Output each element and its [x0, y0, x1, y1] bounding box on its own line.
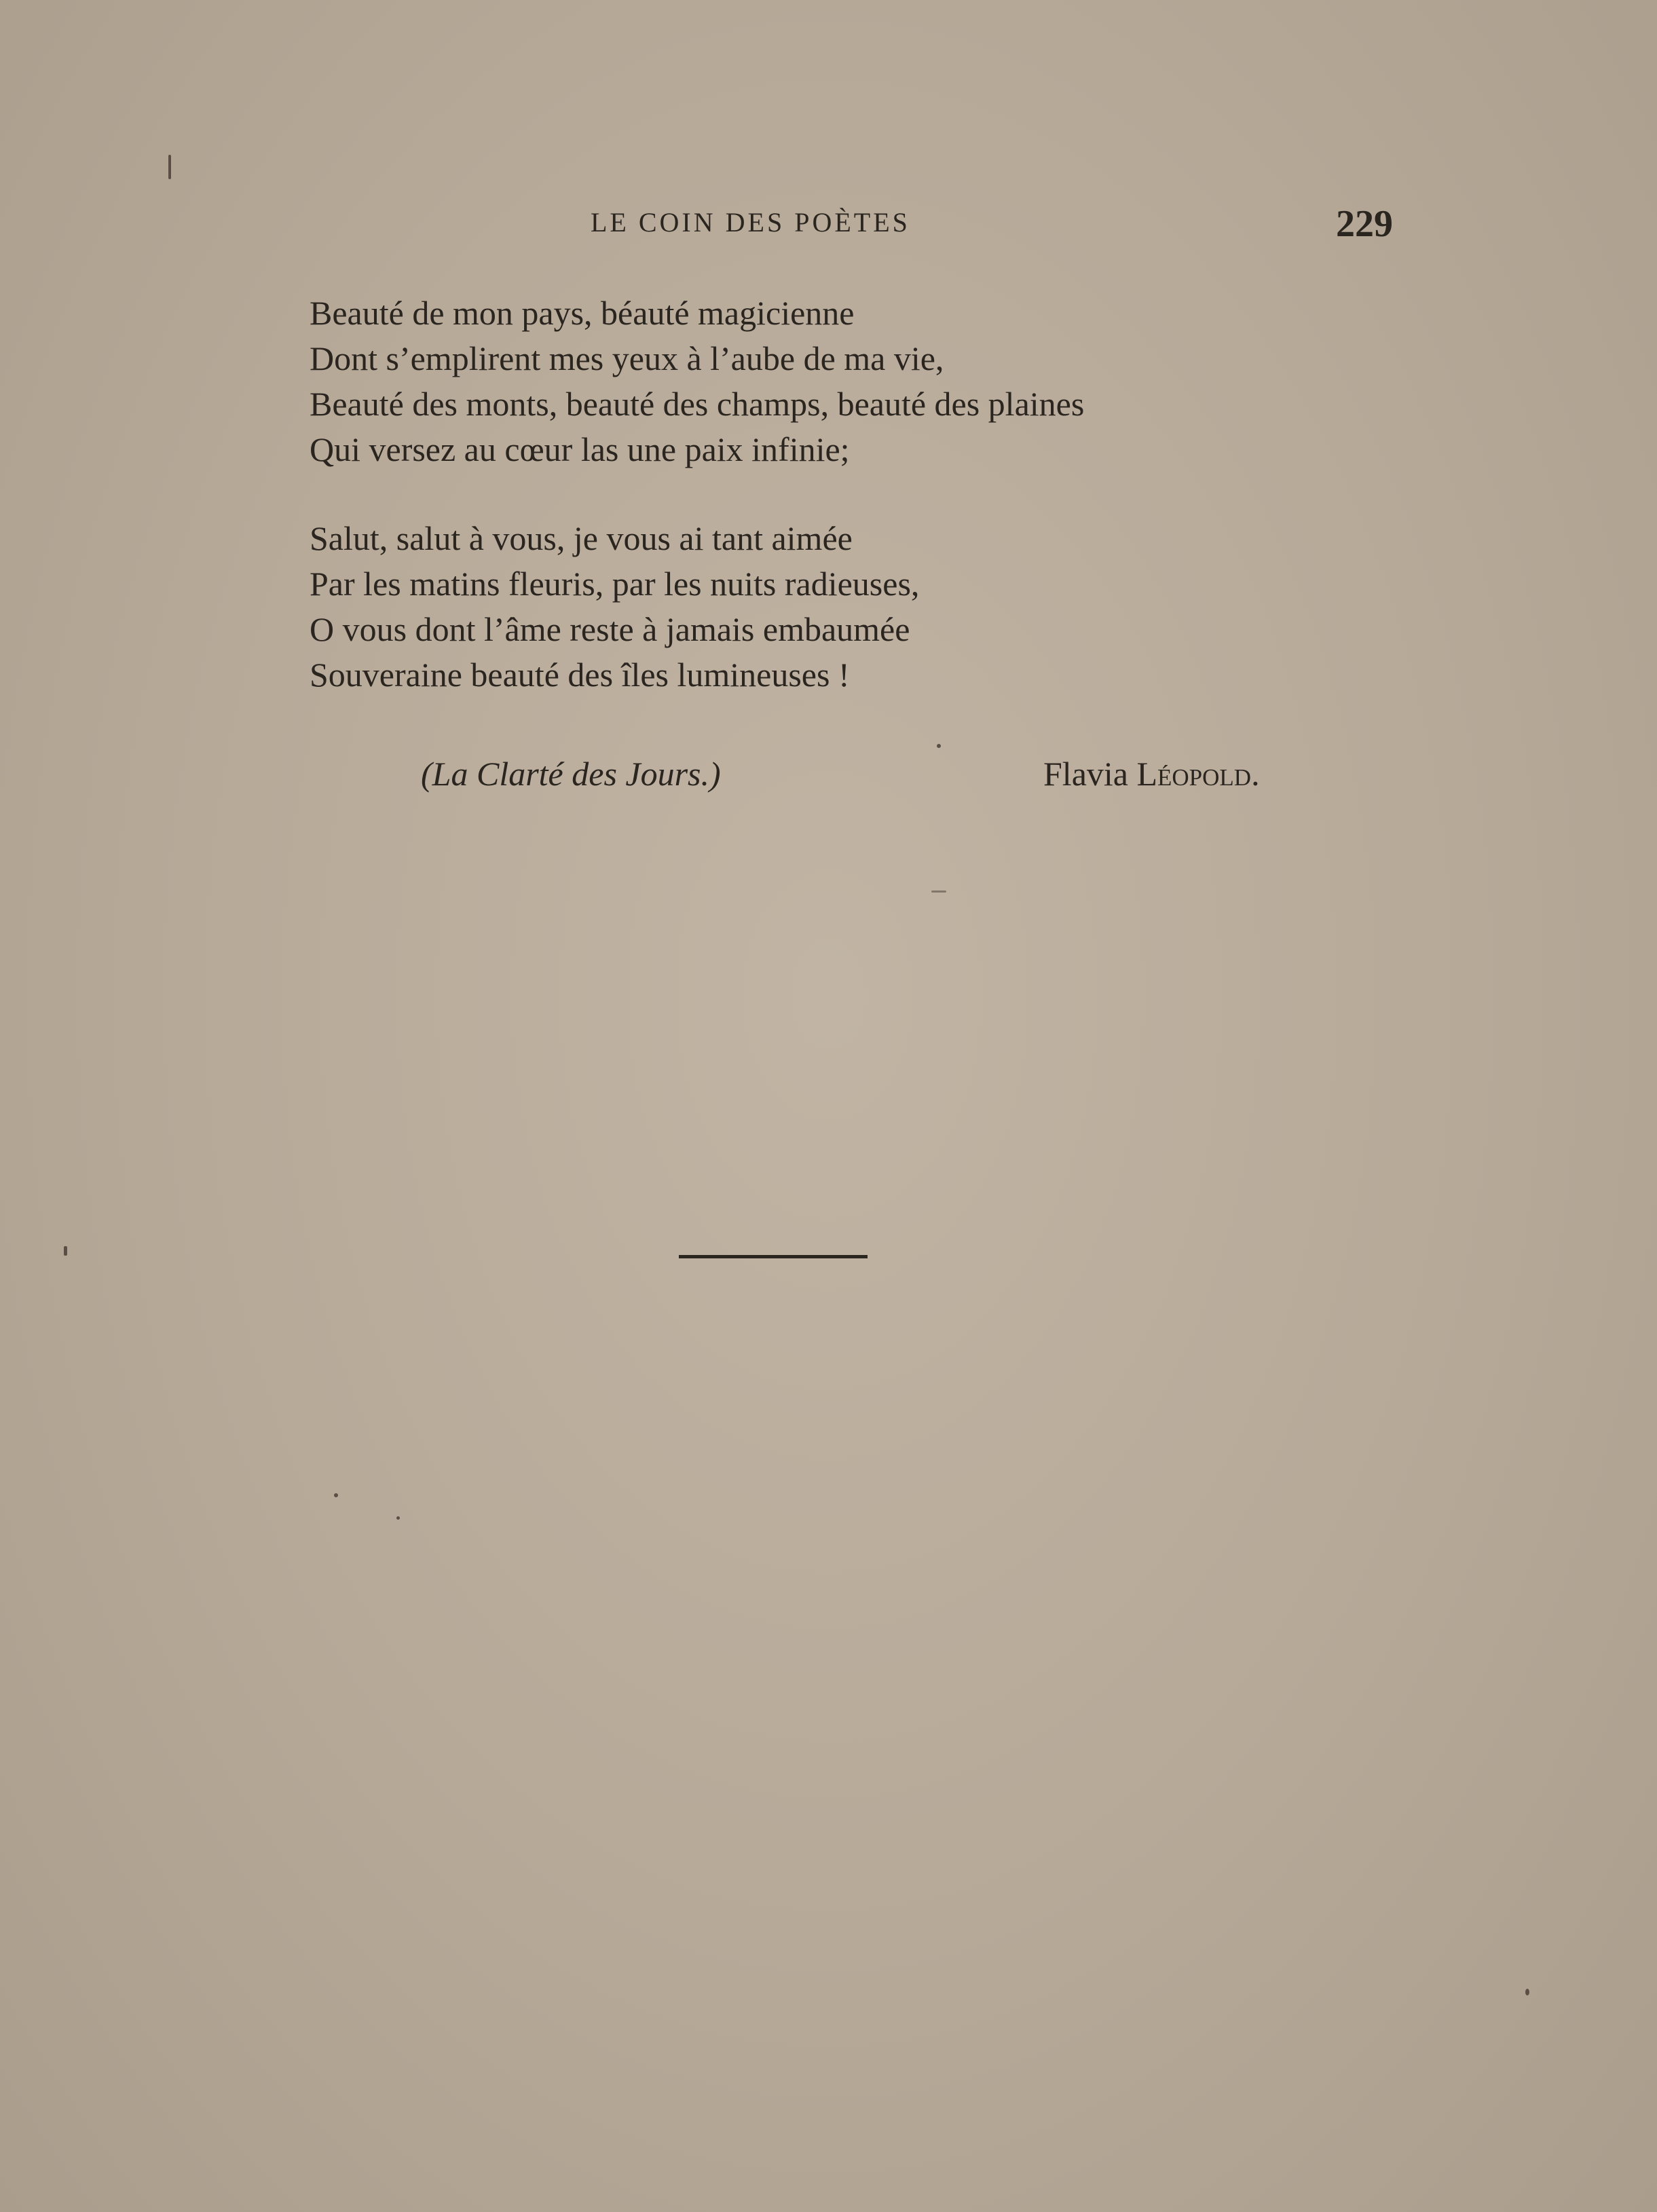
source-close-paren: ) — [709, 755, 721, 793]
author-name — [1043, 750, 1260, 798]
paper-speck — [937, 744, 941, 748]
verse-line: Souveraine beauté des îles lumineuses ! — [310, 656, 850, 694]
paper-speck — [334, 1493, 338, 1497]
page-number: 229 — [1336, 203, 1393, 245]
paper-speck — [931, 891, 946, 893]
source-title: La Clarté des Jours. — [432, 755, 710, 793]
page-header — [0, 202, 1657, 250]
stanza-1 — [310, 290, 1396, 472]
section-divider-rule — [679, 1255, 868, 1258]
verse-line: Par les matins fleuris, par les nuits radieuses, — [310, 565, 920, 603]
source-open-paren: ( — [421, 755, 432, 793]
verse-line: Qui versez au cœur las une paix infinie; — [310, 430, 850, 468]
paper-speck — [396, 1516, 400, 1520]
author-first-name: Flavia — [1043, 755, 1128, 793]
running-head: LE COIN DES POÈTES — [591, 207, 910, 238]
paper-speck — [64, 1246, 67, 1256]
verse-line: Dont s’emplirent mes yeux à l’aube de ma vie, — [310, 339, 944, 377]
verse-line: Salut, salut à vous, je vous ai tant aimée — [310, 519, 853, 557]
verse-line: O vous dont l’âme reste à jamais embaumée — [310, 610, 910, 648]
paper-speck — [1525, 1989, 1529, 1995]
stanza-2 — [310, 516, 1396, 698]
author-surname: Léopold. — [1136, 755, 1260, 793]
paper-speck — [168, 155, 171, 179]
source-citation — [421, 750, 721, 798]
attribution — [0, 750, 1657, 798]
verse-line: Beauté de mon pays, béauté magicienne — [310, 294, 855, 332]
verse-line: Beauté des monts, beauté des champs, beauté des plaines — [310, 385, 1085, 423]
